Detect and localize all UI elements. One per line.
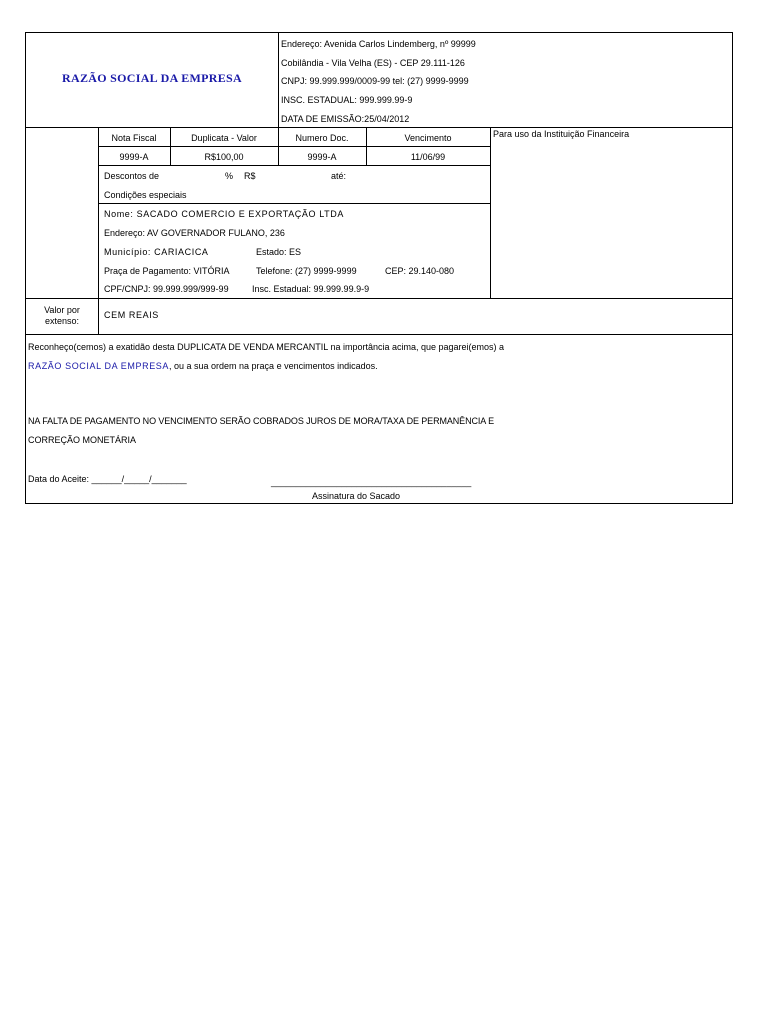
discounts-until: até: — [331, 171, 347, 181]
discounts-label: Descontos de — [104, 171, 160, 181]
sacado-name: Nome: SACADO COMERCIO E EXPORTAÇÃO LTDA — [104, 209, 344, 219]
notice-line2: CORREÇÃO MONETÁRIA — [28, 435, 137, 445]
amount-label-line2: extenso: — [44, 316, 80, 326]
divider — [278, 33, 279, 127]
financial-use-label: Para uso da Instituição Financeira — [493, 129, 630, 139]
cell-numero-doc: 9999-A — [307, 152, 337, 162]
header-duplicata-valor: Duplicata - Valor — [191, 133, 257, 143]
divider — [490, 127, 491, 298]
divider — [26, 127, 732, 128]
sacado-telefone: Telefone: (27) 9999-9999 — [256, 266, 357, 276]
divider — [98, 146, 490, 147]
special-conditions: Condições especiais — [104, 190, 187, 200]
cell-duplicata-valor: R$100,00 — [204, 152, 244, 162]
header-vencimento: Vencimento — [404, 133, 452, 143]
amount-label-line1: Valor por — [44, 305, 80, 315]
cell-vencimento: 11/06/99 — [410, 152, 446, 162]
cell-nota-fiscal: 9999-A — [119, 152, 149, 162]
acknowledgment-line2 — [28, 361, 378, 372]
issue-date: DATA DE EMISSÃO:25/04/2012 — [281, 114, 410, 124]
amount-value: CEM REAIS — [104, 310, 159, 320]
sacado-cpf: CPF/CNPJ: 99.999.999/999-99 — [104, 284, 229, 294]
divider — [98, 165, 490, 166]
divider — [26, 298, 732, 299]
sacado-estado: Estado: ES — [256, 247, 302, 257]
sacado-municipio: Município: CARIACICA — [104, 247, 209, 257]
sacado-praca: Praça de Pagamento: VITÓRIA — [104, 266, 230, 276]
discounts-percent: % — [225, 171, 234, 181]
acknowledgment-company: RAZÃO SOCIAL DA EMPRESA — [28, 361, 169, 371]
company-name: RAZÃO SOCIAL DA EMPRESA — [62, 71, 242, 85]
company-address: Endereço: Avenida Carlos Lindemberg, nº 99999 — [281, 39, 476, 49]
company-cnpj-tel: CNPJ: 99.999.999/0009-99 tel: (27) 9999-9999 — [281, 76, 469, 86]
divider — [98, 203, 490, 204]
signature-line: ________________________________________ — [271, 477, 472, 487]
sacado-cep: CEP: 29.140-080 — [385, 266, 455, 276]
divider — [98, 298, 99, 334]
signature-label: Assinatura do Sacado — [311, 491, 401, 501]
acceptance-date: Data do Aceite: ______/_____/_______ — [28, 474, 187, 484]
acknowledgment-line1: Reconheço(cemos) a exatidão desta DUPLICATA DE VENDA MERCANTIL na importância acima, que pagarei(emos) a — [28, 342, 505, 352]
company-insc: INSC. ESTADUAL: 999.999.99-9 — [281, 95, 413, 105]
sacado-address: Endereço: AV GOVERNADOR FULANO, 236 — [104, 228, 285, 238]
header-nota-fiscal: Nota Fiscal — [111, 133, 157, 143]
sacado-insc: Insc. Estadual: 99.999.99.9-9 — [252, 284, 370, 294]
company-city: Cobilândia - Vila Velha (ES) - CEP 29.111-126 — [281, 58, 465, 68]
divider — [26, 334, 732, 335]
header-numero-doc: Numero Doc. — [295, 133, 349, 143]
acknowledgment-rest: , ou a sua ordem na praça e vencimentos indicados. — [169, 361, 378, 371]
discounts-currency: R$ — [244, 171, 256, 181]
notice-line1: NA FALTA DE PAGAMENTO NO VENCIMENTO SERÃO COBRADOS JUROS DE MORA/TAXA DE PERMANÊNCIA E — [28, 416, 494, 426]
duplicata-document — [25, 32, 733, 504]
